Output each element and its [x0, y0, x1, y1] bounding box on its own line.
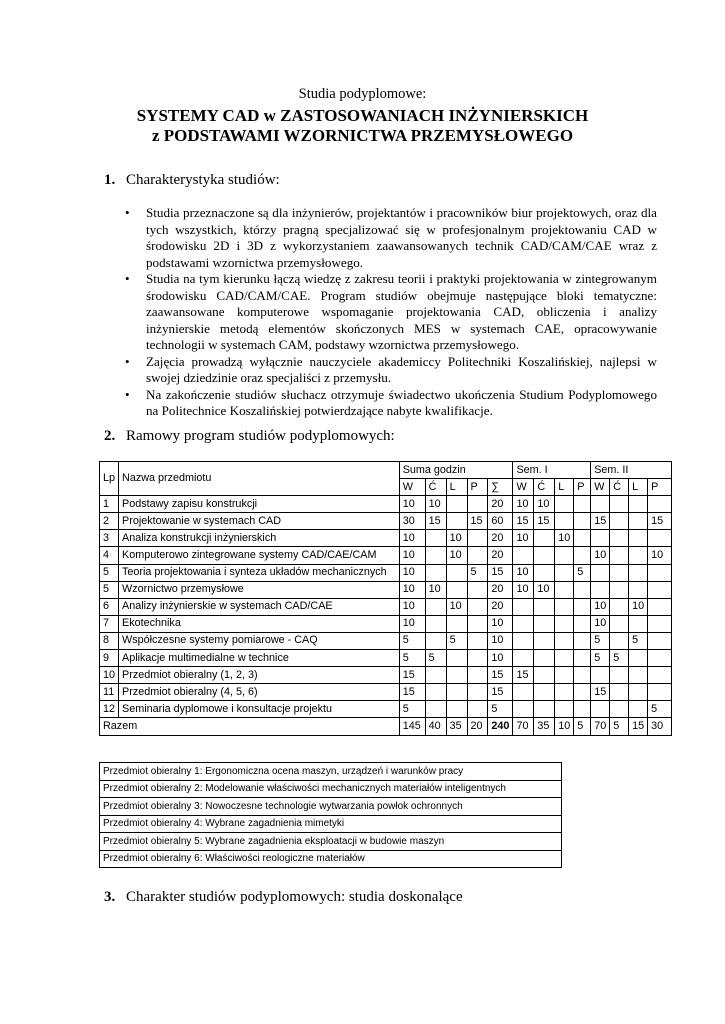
- hours-cell: [555, 564, 574, 581]
- subject-name-cell: Podstawy zapisu konstrukcji: [119, 496, 400, 513]
- total-hours-cell: 70: [591, 718, 610, 735]
- hours-cell: 5: [629, 632, 648, 649]
- hours-cell: [610, 530, 629, 547]
- hours-cell: 15: [591, 513, 610, 530]
- column-subheader: L: [555, 479, 574, 496]
- total-hours-cell: 5: [610, 718, 629, 735]
- hours-cell: [467, 684, 488, 701]
- hours-cell: 10: [534, 496, 555, 513]
- hours-cell: 10: [513, 530, 534, 547]
- hours-cell: [555, 650, 574, 667]
- hours-cell: [648, 667, 672, 684]
- table-row: [100, 684, 672, 701]
- list-item-text: Na zakończenie studiów słuchacz otrzymuje świadectwo ukończenia Studium Podyplomowego na Politechnice Koszalińskiej potwierdzające nabyte kwalifikacje.: [146, 386, 657, 418]
- row-number-cell: 6: [100, 598, 119, 615]
- row-number-cell: 10: [100, 667, 119, 684]
- section-2-title: Ramowy program studiów podyplomowych:: [126, 428, 395, 444]
- hours-cell: 10: [488, 615, 513, 632]
- total-hours-cell: 70: [513, 718, 534, 735]
- table-row: [100, 496, 672, 513]
- hours-cell: [610, 667, 629, 684]
- hours-cell: 15: [534, 513, 555, 530]
- hours-cell: 15: [399, 684, 425, 701]
- hours-cell: [467, 598, 488, 615]
- hours-cell: [574, 632, 591, 649]
- hours-cell: 5: [610, 650, 629, 667]
- table-row: [100, 632, 672, 649]
- row-number-cell: 5: [100, 581, 119, 598]
- list-item-text: Zajęcia prowadzą wyłącznie nauczyciele akademiccy Politechniki Koszalińskiej, najlepsi w swojej dziedzinie oraz specjaliści z przemysłu.: [146, 353, 657, 385]
- column-subheader: P: [574, 479, 591, 496]
- list-item: [125, 387, 657, 420]
- column-subheader: W: [591, 479, 610, 496]
- program-table: [99, 461, 672, 736]
- elective-cell: Przedmiot obieralny 5: Wybrane zagadnienia eksploatacji w budowie maszyn: [100, 833, 562, 851]
- elective-row: [100, 780, 562, 798]
- hours-cell: [648, 581, 672, 598]
- column-header-total-hours: Suma godzin: [399, 462, 513, 479]
- hours-cell: [446, 667, 467, 684]
- subject-name-cell: Wzornictwo przemysłowe: [119, 581, 400, 598]
- hours-cell: [425, 530, 446, 547]
- row-number-cell: 8: [100, 632, 119, 649]
- hours-cell: [534, 530, 555, 547]
- hours-cell: [446, 581, 467, 598]
- elective-row: [100, 815, 562, 833]
- total-hours-cell: 15: [629, 718, 648, 735]
- hours-cell: 10: [534, 581, 555, 598]
- column-subheader: Ć: [534, 479, 555, 496]
- hours-cell: [610, 684, 629, 701]
- hours-cell: [555, 632, 574, 649]
- total-hours-cell: 35: [446, 718, 467, 735]
- hours-cell: [425, 564, 446, 581]
- hours-cell: 10: [399, 547, 425, 564]
- hours-cell: 5: [446, 632, 467, 649]
- hours-cell: 5: [488, 701, 513, 718]
- hours-cell: 60: [488, 513, 513, 530]
- hours-cell: [467, 530, 488, 547]
- hours-cell: [534, 615, 555, 632]
- hours-cell: [446, 650, 467, 667]
- subject-name-cell: Teoria projektowania i synteza układów mechanicznych: [119, 564, 400, 581]
- hours-cell: [534, 598, 555, 615]
- hours-cell: 5: [467, 564, 488, 581]
- hours-cell: [425, 701, 446, 718]
- document-subtitle: Studia podyplomowe:: [298, 86, 427, 102]
- hours-cell: 10: [591, 598, 610, 615]
- hours-cell: 5: [399, 701, 425, 718]
- elective-cell: Przedmiot obieralny 1: Ergonomiczna ocena maszyn, urządzeń i warunków pracy: [100, 763, 562, 781]
- hours-cell: [425, 684, 446, 701]
- hours-cell: [591, 701, 610, 718]
- hours-cell: [610, 701, 629, 718]
- table-row: [100, 564, 672, 581]
- hours-cell: 15: [467, 513, 488, 530]
- hours-cell: [425, 615, 446, 632]
- list-item: [125, 205, 657, 271]
- hours-cell: 15: [425, 513, 446, 530]
- hours-cell: [591, 581, 610, 598]
- hours-cell: [648, 650, 672, 667]
- hours-cell: 10: [399, 581, 425, 598]
- total-hours-cell: 20: [467, 718, 488, 735]
- hours-cell: [629, 564, 648, 581]
- column-subheader: P: [467, 479, 488, 496]
- hours-cell: 5: [591, 650, 610, 667]
- document-title-line-2: z PODSTAWAMI WZORNICTWA PRZEMYSŁOWEGO: [151, 126, 574, 145]
- hours-cell: [513, 598, 534, 615]
- total-hours-cell: 30: [648, 718, 672, 735]
- hours-cell: [574, 547, 591, 564]
- table-row: [100, 581, 672, 598]
- hours-cell: [534, 632, 555, 649]
- table-row: [100, 667, 672, 684]
- hours-cell: 10: [425, 581, 446, 598]
- elective-row: [100, 833, 562, 851]
- hours-cell: [574, 684, 591, 701]
- row-number-cell: 2: [100, 513, 119, 530]
- subject-name-cell: Przedmiot obieralny (4, 5, 6): [119, 684, 400, 701]
- hours-cell: [555, 598, 574, 615]
- hours-cell: [574, 581, 591, 598]
- hours-cell: 20: [488, 598, 513, 615]
- bullet-icon: •: [125, 271, 130, 286]
- hours-cell: [610, 547, 629, 564]
- table-row: [100, 513, 672, 530]
- hours-cell: [574, 513, 591, 530]
- total-hours-cell: 145: [399, 718, 425, 735]
- row-number-cell: 5: [100, 564, 119, 581]
- hours-cell: 10: [446, 598, 467, 615]
- hours-cell: [534, 564, 555, 581]
- hours-cell: [534, 701, 555, 718]
- hours-cell: [467, 496, 488, 513]
- subject-name-cell: Ekotechnika: [119, 615, 400, 632]
- hours-cell: 15: [513, 513, 534, 530]
- hours-cell: [591, 564, 610, 581]
- hours-cell: 10: [399, 530, 425, 547]
- hours-cell: [574, 701, 591, 718]
- hours-cell: [629, 615, 648, 632]
- row-number-cell: 7: [100, 615, 119, 632]
- subject-name-cell: Współczesne systemy pomiarowe - CAQ: [119, 632, 400, 649]
- hours-cell: 10: [591, 547, 610, 564]
- hours-cell: [513, 684, 534, 701]
- total-hours-cell: 35: [534, 718, 555, 735]
- hours-cell: 10: [399, 564, 425, 581]
- hours-cell: [555, 496, 574, 513]
- hours-cell: [555, 615, 574, 632]
- characteristics-list: [125, 205, 657, 420]
- hours-cell: [534, 667, 555, 684]
- electives-table: [99, 762, 562, 868]
- hours-cell: [629, 667, 648, 684]
- hours-cell: [574, 615, 591, 632]
- hours-cell: 15: [591, 684, 610, 701]
- hours-cell: [648, 632, 672, 649]
- hours-cell: 10: [446, 530, 467, 547]
- column-subheader: P: [648, 479, 672, 496]
- row-number-cell: 9: [100, 650, 119, 667]
- section-2-number: 2.: [104, 428, 116, 444]
- subject-name-cell: Analiza konstrukcji inżynierskich: [119, 530, 400, 547]
- hours-cell: 10: [513, 496, 534, 513]
- hours-cell: [610, 513, 629, 530]
- elective-cell: Przedmiot obieralny 2: Modelowanie właściwości mechanicznych materiałów inteligentnych: [100, 780, 562, 798]
- hours-cell: 20: [488, 530, 513, 547]
- column-subheader: L: [446, 479, 467, 496]
- row-number-cell: 12: [100, 701, 119, 718]
- hours-cell: [467, 581, 488, 598]
- hours-cell: 10: [488, 650, 513, 667]
- hours-cell: [591, 496, 610, 513]
- hours-cell: [629, 530, 648, 547]
- column-header-sem-1: Sem. I: [513, 462, 591, 479]
- table-row: [100, 615, 672, 632]
- subject-name-cell: Seminaria dyplomowe i konsultacje projektu: [119, 701, 400, 718]
- total-row: [100, 718, 672, 735]
- hours-cell: [513, 615, 534, 632]
- hours-cell: [610, 632, 629, 649]
- list-item-text: Studia na tym kierunku łączą wiedzę z zakresu teorii i praktyki projektowania w zintegrowanym środowisku CAD/CAM/CAE. Program studiów obejmuje następujące bloki tematyczne: zaawansowane komputerowe wspomaganie projektowania CAD, obliczenia i analizy inżynierskie metodą elementów skończonych MES w systemach CAE, opracowywanie technologii w systemach CAM, podstawy wzornictwa przemysłowego.: [146, 271, 657, 352]
- list-item-text: Studia przeznaczone są dla inżynierów, projektantów i pracowników biur projektowych, oraz dla tych wszystkich, którzy pragną specjalizować się w profesjonalnym projektowaniu CAD w środowisku 2D i 3D z wykorzystaniem zaawansowanych technik CAD/CAM/CAE wraz z podstawami wzornictwa przemysłowego.: [146, 205, 657, 270]
- hours-cell: 15: [399, 667, 425, 684]
- hours-cell: [629, 547, 648, 564]
- hours-cell: [555, 701, 574, 718]
- hours-cell: [467, 632, 488, 649]
- hours-cell: [513, 701, 534, 718]
- total-hours-cell: 240: [488, 718, 513, 735]
- elective-row: [100, 798, 562, 816]
- row-number-cell: 4: [100, 547, 119, 564]
- hours-cell: 15: [648, 513, 672, 530]
- section-1-title: Charakterystyka studiów:: [126, 172, 280, 188]
- table-row: [100, 598, 672, 615]
- hours-cell: 20: [488, 547, 513, 564]
- hours-cell: [425, 547, 446, 564]
- subject-name-cell: Przedmiot obieralny (1, 2, 3): [119, 667, 400, 684]
- hours-cell: [446, 615, 467, 632]
- bullet-icon: •: [125, 205, 130, 220]
- hours-cell: [629, 581, 648, 598]
- hours-cell: [574, 667, 591, 684]
- hours-cell: 5: [399, 632, 425, 649]
- section-2-heading: [104, 428, 395, 445]
- column-subheader: L: [629, 479, 648, 496]
- elective-cell: Przedmiot obieralny 3: Nowoczesne technologie wytwarzania powłok ochronnych: [100, 798, 562, 816]
- row-number-cell: 11: [100, 684, 119, 701]
- subject-name-cell: Analizy inżynierskie w systemach CAD/CAE: [119, 598, 400, 615]
- subject-name-cell: Aplikacje multimedialne w technice: [119, 650, 400, 667]
- hours-cell: [648, 684, 672, 701]
- section-3-title: Charakter studiów podyplomowych: studia doskonalące: [126, 889, 463, 905]
- hours-cell: 5: [648, 701, 672, 718]
- hours-cell: [610, 615, 629, 632]
- row-number-cell: 1: [100, 496, 119, 513]
- hours-cell: 20: [488, 581, 513, 598]
- hours-cell: [446, 513, 467, 530]
- hours-cell: [574, 650, 591, 667]
- hours-cell: [467, 547, 488, 564]
- column-subheader: W: [399, 479, 425, 496]
- hours-cell: [574, 496, 591, 513]
- section-3-heading: [104, 889, 463, 906]
- hours-cell: 10: [425, 496, 446, 513]
- hours-cell: [648, 496, 672, 513]
- elective-row: [100, 850, 562, 868]
- hours-cell: 5: [425, 650, 446, 667]
- hours-cell: [591, 530, 610, 547]
- hours-cell: 5: [574, 564, 591, 581]
- hours-cell: [610, 581, 629, 598]
- hours-cell: 20: [488, 496, 513, 513]
- hours-cell: [555, 667, 574, 684]
- table-row: [100, 547, 672, 564]
- total-label-cell: Razem: [100, 718, 400, 735]
- hours-cell: [534, 684, 555, 701]
- bullet-icon: •: [125, 353, 130, 369]
- hours-cell: 10: [399, 496, 425, 513]
- section-1-number: 1.: [104, 172, 116, 188]
- column-subheader: W: [513, 479, 534, 496]
- hours-cell: [467, 701, 488, 718]
- hours-cell: [629, 496, 648, 513]
- total-hours-cell: 10: [555, 718, 574, 735]
- hours-cell: [446, 684, 467, 701]
- hours-cell: 15: [488, 684, 513, 701]
- hours-cell: [555, 684, 574, 701]
- hours-cell: [534, 547, 555, 564]
- document-title-line-1: SYSTEMY CAD w ZASTOSOWANIACH INŻYNIERSKICH: [136, 106, 589, 125]
- hours-cell: 10: [399, 615, 425, 632]
- column-subheader: Ć: [425, 479, 446, 496]
- hours-cell: [610, 496, 629, 513]
- hours-cell: 15: [513, 667, 534, 684]
- elective-cell: Przedmiot obieralny 4: Wybrane zagadnienia mimetyki: [100, 815, 562, 833]
- hours-cell: [555, 547, 574, 564]
- table-row: [100, 650, 672, 667]
- hours-cell: [648, 564, 672, 581]
- hours-cell: 10: [555, 530, 574, 547]
- hours-cell: 15: [488, 667, 513, 684]
- hours-cell: [467, 667, 488, 684]
- hours-cell: [534, 650, 555, 667]
- hours-cell: 10: [513, 581, 534, 598]
- table-row: [100, 530, 672, 547]
- column-subheader: ∑: [488, 479, 513, 496]
- hours-cell: [425, 598, 446, 615]
- subject-name-cell: Komputerowo zintegrowane systemy CAD/CAE/CAM: [119, 547, 400, 564]
- section-1-heading: [104, 172, 280, 189]
- hours-cell: [555, 581, 574, 598]
- hours-cell: 10: [399, 598, 425, 615]
- hours-cell: [591, 667, 610, 684]
- hours-cell: [513, 547, 534, 564]
- column-header-sem-2: Sem. II: [591, 462, 672, 479]
- elective-row: [100, 763, 562, 781]
- column-subheader: Ć: [610, 479, 629, 496]
- hours-cell: [648, 530, 672, 547]
- hours-cell: [629, 701, 648, 718]
- hours-cell: [513, 632, 534, 649]
- hours-cell: [610, 564, 629, 581]
- hours-cell: [467, 650, 488, 667]
- hours-cell: [648, 615, 672, 632]
- list-item: [125, 354, 657, 387]
- column-header-lp: Lp: [100, 462, 119, 496]
- hours-cell: [574, 530, 591, 547]
- subject-name-cell: Projektowanie w systemach CAD: [119, 513, 400, 530]
- hours-cell: 10: [591, 615, 610, 632]
- hours-cell: [425, 632, 446, 649]
- elective-cell: Przedmiot obieralny 6: Właściwości reologiczne materiałów: [100, 850, 562, 868]
- hours-cell: 10: [513, 564, 534, 581]
- total-hours-cell: 5: [574, 718, 591, 735]
- hours-cell: 10: [488, 632, 513, 649]
- hours-cell: 10: [629, 598, 648, 615]
- hours-cell: [425, 667, 446, 684]
- row-number-cell: 3: [100, 530, 119, 547]
- column-header-name: Nazwa przedmiotu: [119, 462, 400, 496]
- hours-cell: [555, 513, 574, 530]
- hours-cell: [467, 615, 488, 632]
- section-3-number: 3.: [104, 889, 116, 905]
- hours-cell: 5: [399, 650, 425, 667]
- hours-cell: [446, 564, 467, 581]
- hours-cell: 5: [591, 632, 610, 649]
- hours-cell: [610, 598, 629, 615]
- hours-cell: [446, 496, 467, 513]
- hours-cell: [446, 701, 467, 718]
- table-row: [100, 701, 672, 718]
- total-hours-cell: 40: [425, 718, 446, 735]
- bullet-icon: •: [125, 386, 130, 402]
- table-header-row: [100, 462, 672, 479]
- hours-cell: 30: [399, 513, 425, 530]
- hours-cell: 15: [488, 564, 513, 581]
- hours-cell: 10: [648, 547, 672, 564]
- hours-cell: [574, 598, 591, 615]
- hours-cell: [629, 650, 648, 667]
- hours-cell: [629, 513, 648, 530]
- list-item: [125, 271, 657, 354]
- hours-cell: [629, 684, 648, 701]
- hours-cell: 10: [446, 547, 467, 564]
- hours-cell: [648, 598, 672, 615]
- hours-cell: [513, 650, 534, 667]
